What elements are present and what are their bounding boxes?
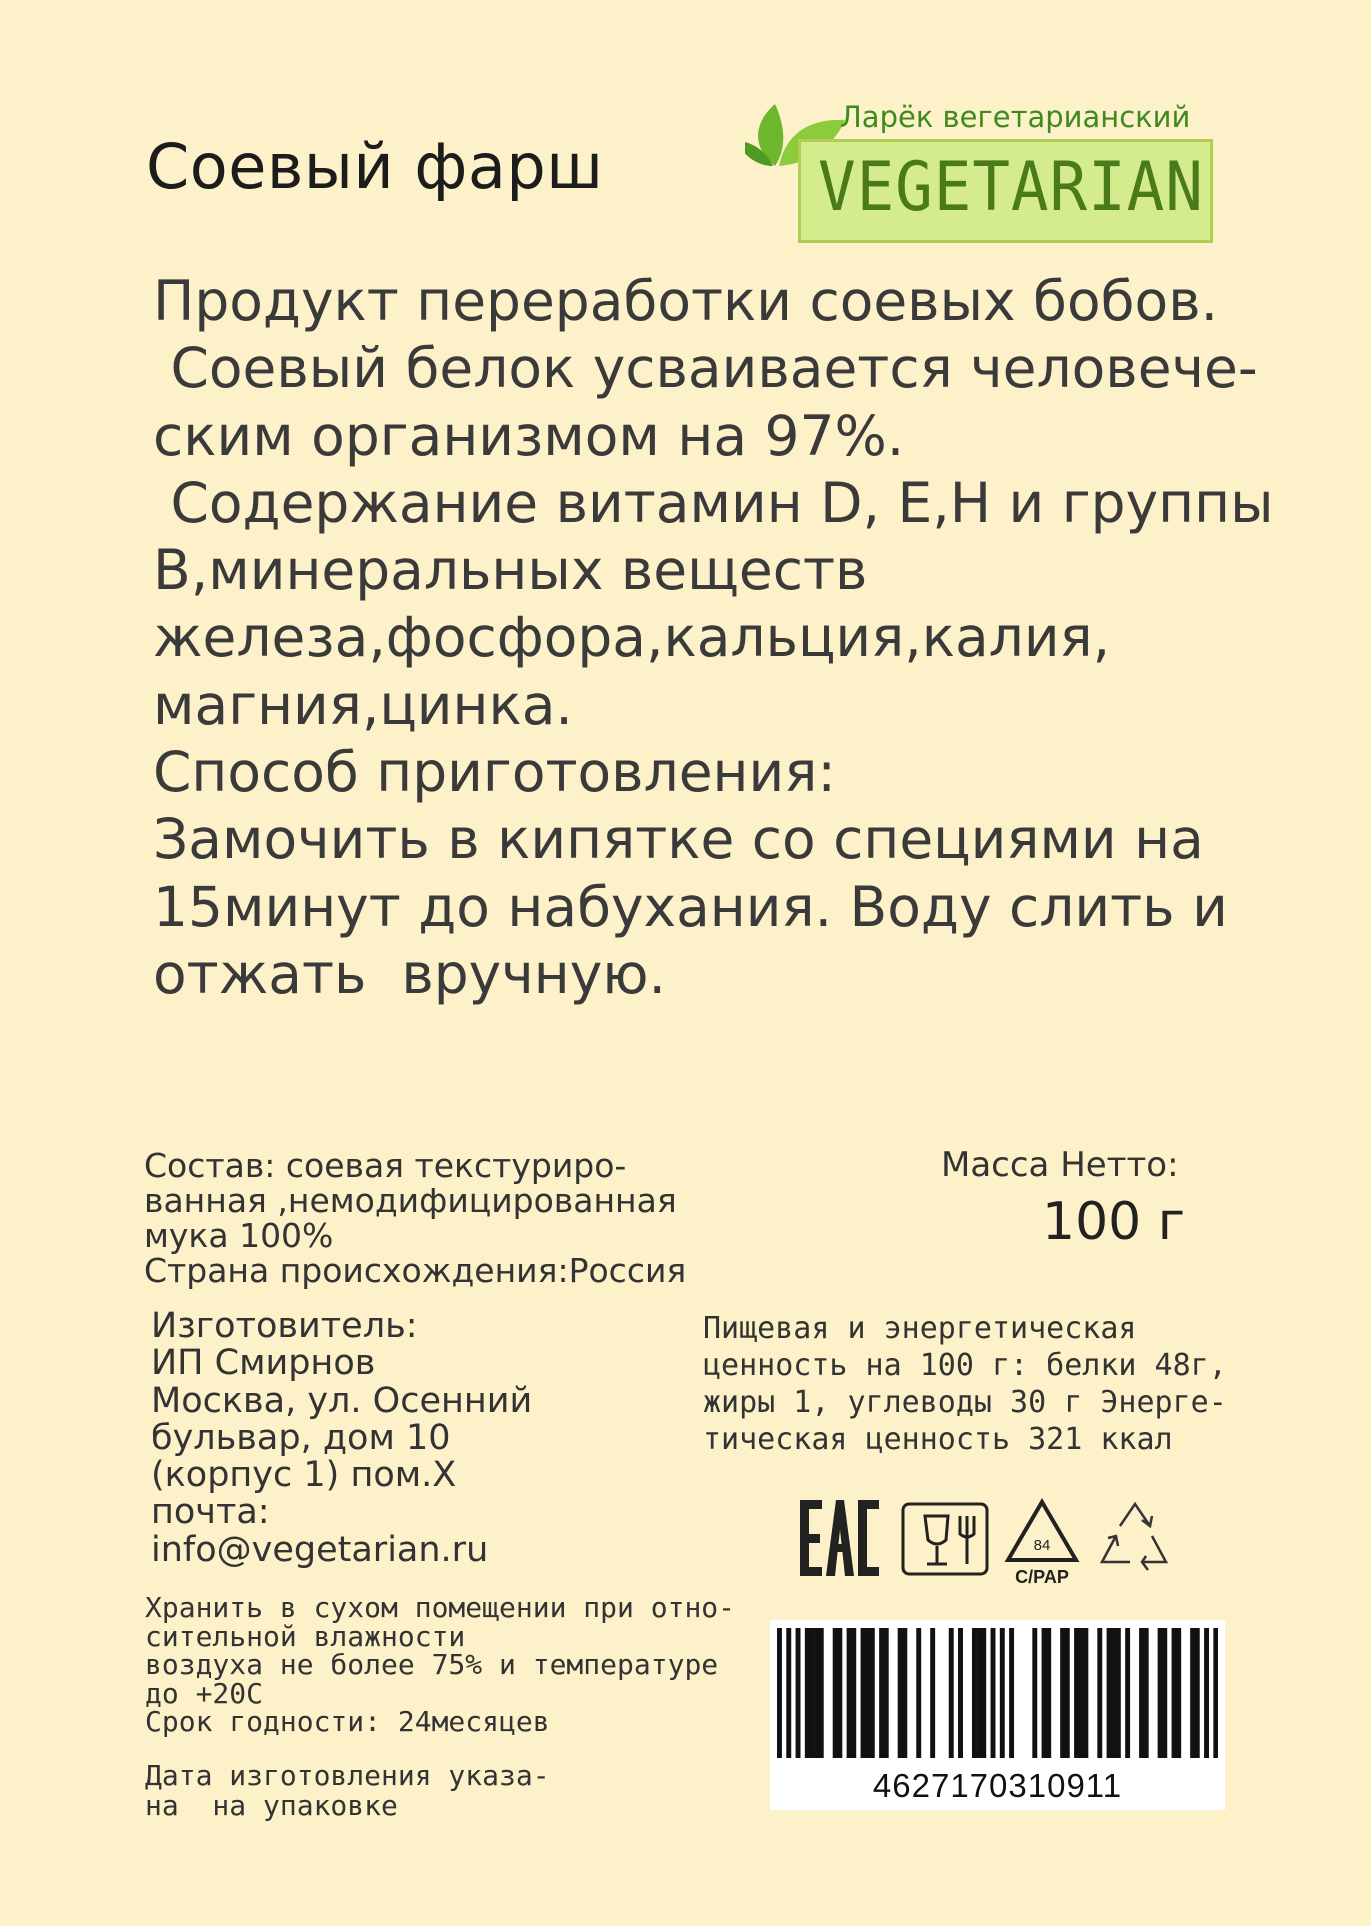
barcode-bar	[1097, 1628, 1102, 1758]
barcode-bar	[1009, 1628, 1014, 1758]
barcode-bar	[879, 1628, 884, 1758]
barcode-bar	[819, 1628, 824, 1758]
barcode-bar	[1158, 1628, 1163, 1758]
barcode-bar	[958, 1628, 963, 1758]
barcode-bar	[981, 1628, 986, 1758]
description-line: Соевый белок усваивается человече-	[153, 336, 1258, 401]
barcode-bar	[1000, 1628, 1005, 1758]
barcode-bar	[865, 1628, 870, 1758]
recycle-code: 84	[1033, 1537, 1051, 1554]
barcode-bar	[847, 1628, 852, 1758]
manufacturer-email: info@vegetarian.ru	[151, 1529, 489, 1570]
barcode-bar	[1042, 1628, 1047, 1758]
production-date-note	[145, 1761, 550, 1821]
storage-conditions	[145, 1591, 736, 1738]
eac-mark-icon	[800, 1500, 879, 1576]
barcode-bar	[1190, 1628, 1195, 1758]
barcode-bar	[1032, 1628, 1037, 1758]
description-line: отжать вручную.	[153, 941, 667, 1006]
barcode-bar	[884, 1628, 889, 1758]
shelf-life: Срок годности: 24месяцев	[145, 1705, 550, 1738]
barcode-bar	[796, 1628, 801, 1758]
barcode-bar	[833, 1628, 838, 1758]
barcode-bar	[898, 1628, 903, 1758]
barcode-bar	[1172, 1628, 1177, 1758]
manufacturer-info	[151, 1308, 532, 1569]
description-line: Содержание витамин D, Е,Н и группы	[153, 470, 1274, 535]
product-title: Соевый фарш	[146, 130, 604, 203]
barcode-bar	[1162, 1628, 1167, 1758]
manufacturer-line: Москва, ул. Осенний	[151, 1380, 533, 1421]
storage-line: воздуха не более 75% и температуре	[145, 1648, 719, 1681]
barcode-bar	[1213, 1628, 1218, 1758]
barcode-bar	[1107, 1628, 1112, 1758]
barcode-bar	[1116, 1628, 1121, 1758]
description-line: магния,цинка.	[153, 672, 573, 737]
description-line: В,минеральных веществ	[153, 538, 868, 603]
barcode-bar	[1079, 1628, 1084, 1758]
barcode-bar	[1060, 1628, 1065, 1758]
barcode-bar	[1139, 1628, 1144, 1758]
description-line: железа,фосфора,кальция,калия,	[153, 605, 1111, 670]
composition-line: Состав: соевая текстуриро-	[144, 1146, 627, 1185]
barcode-bar	[861, 1628, 866, 1758]
barcode-bar	[837, 1628, 842, 1758]
manufacturer-line: (корпус 1) пом.Х	[151, 1455, 457, 1496]
barcode-bar	[814, 1628, 819, 1758]
production-date-line: Дата изготовления указа-	[145, 1759, 550, 1792]
net-mass-value: 100 г	[1042, 1192, 1186, 1252]
barcode-bar	[972, 1628, 977, 1758]
description-line: Способ приготовления:	[153, 740, 836, 805]
barcode-bar	[916, 1628, 921, 1758]
logo-brand: VEGETARIAN	[818, 148, 1204, 227]
barcode-bar	[902, 1628, 907, 1758]
certification-icons	[790, 1490, 1180, 1600]
storage-line: Хранить в сухом помещении при отно-	[145, 1591, 736, 1624]
nutrition-info	[703, 1310, 1227, 1458]
storage-line: сительной влажности	[145, 1619, 466, 1653]
nutrition-line: тическая ценность 321 ккал	[703, 1422, 1173, 1457]
barcode-bar	[1195, 1628, 1200, 1758]
nutrition-line: Пищевая и энергетическая	[703, 1311, 1137, 1346]
net-mass-label: Масса Нетто:	[941, 1145, 1179, 1185]
barcode-bar	[1083, 1628, 1088, 1758]
logo-tagline: Ларёк вегетарианский	[840, 100, 1191, 134]
barcode-bar	[977, 1628, 982, 1758]
barcode-bar	[1074, 1628, 1079, 1758]
composition-line: ванная ,немодифицированная	[144, 1181, 677, 1220]
food-contact-icon	[903, 1504, 987, 1574]
composition-line: мука 100%	[144, 1216, 334, 1255]
composition	[144, 1148, 686, 1288]
description-line: 15минут до набухания. Воду слить и	[153, 874, 1228, 939]
barcode-number: 4627170310911	[872, 1767, 1123, 1804]
barcode-bar	[930, 1628, 935, 1758]
barcode-bar	[1144, 1628, 1149, 1758]
barcode-bar	[809, 1628, 814, 1758]
description-line: Замочить в кипятке со специями на	[153, 807, 1204, 872]
barcode-bars	[777, 1628, 1218, 1758]
barcode-bar	[1176, 1628, 1181, 1758]
barcode-bar	[1125, 1628, 1130, 1758]
manufacturer-line: бульвар, дом 10	[151, 1417, 451, 1458]
description-line: Продукт переработки соевых бобов.	[153, 269, 1219, 333]
nutrition-line: жиры 1, углеводы 30 г Энерге-	[703, 1385, 1227, 1420]
barcode-bar	[1046, 1628, 1051, 1758]
barcode-bar	[786, 1628, 791, 1758]
recycle-icon	[1102, 1504, 1166, 1570]
composition-line: Страна происхождения:Россия	[144, 1251, 687, 1290]
barcode-bar	[805, 1628, 810, 1758]
barcode-bar	[1065, 1628, 1070, 1758]
manufacturer-line: Изготовитель:	[151, 1306, 418, 1346]
barcode-bar	[870, 1628, 875, 1758]
recycle-label: C/PAP	[1015, 1567, 1069, 1587]
barcode-bar	[949, 1628, 954, 1758]
barcode-bar	[1204, 1628, 1209, 1758]
barcode-bar	[851, 1628, 856, 1758]
barcode-bar	[991, 1628, 996, 1758]
manufacturer-line: почта:	[151, 1492, 270, 1533]
product-description	[153, 268, 1371, 1008]
nutrition-line: ценность на 100 г: белки 48г,	[703, 1348, 1227, 1383]
recycle-code-icon	[1008, 1502, 1076, 1587]
storage-line: до +20С	[145, 1676, 264, 1710]
manufacturer-line: ИП Смирнов	[151, 1343, 376, 1384]
production-date-line: на на упаковке	[145, 1789, 398, 1822]
barcode-bar	[777, 1628, 782, 1758]
barcode-bar	[1111, 1628, 1116, 1758]
description-line: ским организмом на 97%.	[153, 403, 905, 468]
